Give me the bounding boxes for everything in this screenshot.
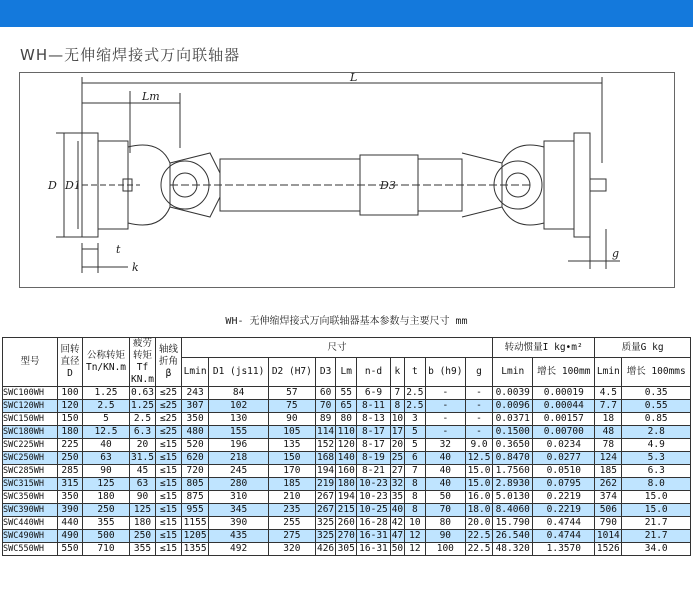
table-cell: 70 (315, 400, 336, 413)
table-cell: 63 (130, 478, 156, 491)
model-cell: SWC390WH (3, 504, 58, 517)
table-cell: 90 (425, 530, 465, 543)
table-cell: 355 (83, 517, 130, 530)
header-dimensions: 尺寸 (182, 338, 493, 358)
table-cell: 35 (391, 491, 404, 502)
table-cell: 250 (58, 452, 83, 465)
table-cell: 0.00157 (533, 413, 595, 426)
table-cell: 0.8470 (493, 452, 533, 465)
table-caption: WH- 无伸缩焊接式万向联轴器基本参数与主要尺寸 mm (225, 316, 468, 327)
header-diameter: 回转直径 D (58, 338, 83, 387)
table-cell: 5.3 (622, 452, 691, 465)
table-cell: 150 (268, 452, 315, 465)
table-cell: 18.0 (465, 504, 492, 517)
table-cell: 57 (268, 387, 315, 400)
model-cell: SWC285WH (3, 465, 58, 478)
table-cell: 102 (209, 400, 269, 413)
table-row (3, 478, 691, 491)
table-cell: 180 (58, 426, 83, 439)
table-cell: - (425, 400, 465, 413)
table-cell: 0.0096 (493, 400, 533, 413)
header-g: g (465, 358, 492, 387)
table-cell: 18 (595, 413, 622, 426)
table-cell: 280 (209, 478, 269, 491)
page-title: WH—无伸缩焊接式万向联轴器 (20, 46, 241, 64)
table-cell: 180 (83, 491, 130, 504)
table-cell: 8 (405, 491, 426, 504)
table-cell: 15.0 (465, 465, 492, 478)
table-cell: ≤15 (156, 465, 182, 478)
table-cell: 250 (130, 530, 156, 543)
table-cell: 310 (209, 491, 269, 504)
table-cell: 9.0 (465, 439, 492, 452)
table-cell: - (425, 387, 465, 400)
table-cell: 1.3570 (533, 543, 595, 556)
table-cell: ≤15 (156, 530, 182, 543)
table-cell: 8-19 (357, 452, 391, 465)
table-row (3, 530, 691, 543)
table-cell: 63 (83, 452, 130, 465)
table-cell: 90 (83, 465, 130, 478)
table-cell: - (465, 400, 492, 413)
table-cell: 2.8930 (493, 478, 533, 491)
table-cell: 12.5 (83, 426, 130, 439)
table-cell: 0.0371 (493, 413, 533, 426)
table-cell: 170 (268, 465, 315, 478)
table-cell: 15.790 (493, 517, 533, 530)
table-cell: 40 (425, 452, 465, 465)
table-cell: 390 (209, 517, 269, 530)
table-cell: 21.7 (622, 530, 691, 543)
table-cell: 124 (595, 452, 622, 465)
table-cell: 355 (130, 543, 156, 556)
table-cell: 194 (316, 465, 335, 476)
table-cell: 100 (425, 543, 465, 556)
header-t: t (405, 358, 426, 387)
table-cell: 180 (337, 478, 355, 489)
table-cell: - (465, 413, 492, 426)
header-axis-angle: 轴线折角 β (156, 338, 182, 387)
table-cell: 120 (337, 439, 355, 450)
table-cell: 100 (58, 387, 83, 400)
table-cell: 0.4744 (533, 517, 595, 530)
table-cell: 8-11 (357, 400, 391, 413)
dim-label-L: L (350, 73, 358, 84)
table-cell: - (425, 413, 465, 426)
table-cell: 350 (58, 491, 83, 504)
model-cell: SWC150WH (3, 413, 58, 426)
table-cell: ≤15 (156, 478, 182, 491)
header-inertia-lmin: Lmin (493, 358, 533, 387)
table-cell: 720 (182, 465, 209, 478)
table-cell: 185 (268, 478, 315, 491)
table-cell: 185 (595, 465, 622, 478)
table-cell: 20 (130, 439, 156, 452)
table-cell: 307 (182, 400, 209, 413)
table-cell: 20 (391, 439, 404, 450)
table-cell: 12.5 (465, 452, 492, 465)
table-cell: 374 (595, 491, 622, 504)
table-cell: 89 (315, 413, 336, 426)
table-cell: 500 (83, 530, 130, 543)
table-cell: 710 (83, 543, 130, 556)
table-cell: 492 (209, 543, 269, 556)
table-cell: 26.540 (493, 530, 533, 543)
table-cell: 2.8 (622, 426, 691, 439)
table-cell: 0.2219 (533, 504, 595, 517)
table-cell: 550 (58, 543, 83, 556)
table-cell: 0.4744 (533, 530, 595, 543)
table-cell: 152 (316, 439, 335, 450)
header-d1: D1 (js11) (209, 358, 269, 387)
table-cell: 16-28 (357, 517, 391, 530)
table-cell: 7 (390, 387, 404, 400)
table-cell: 243 (182, 387, 209, 400)
table-cell: 22.5 (465, 530, 492, 543)
table-cell: 2.5 (406, 387, 424, 398)
table-cell: 5.0130 (493, 491, 533, 504)
table-cell: 150 (58, 413, 83, 426)
table-cell: ≤15 (156, 452, 182, 465)
table-cell: 8-13 (357, 413, 391, 426)
table-cell: 40 (83, 439, 130, 452)
table-cell: 210 (268, 491, 315, 504)
table-cell: 16-31 (357, 530, 391, 543)
table-cell: 0.2219 (533, 491, 595, 504)
dim-label-Lm: Lm (142, 90, 160, 103)
table-cell: 15.0 (622, 491, 691, 504)
table-cell: 260 (337, 517, 355, 528)
top-banner (0, 0, 693, 27)
table-cell: 125 (83, 478, 130, 491)
table-cell: 0.0277 (533, 452, 595, 465)
model-cell: SWC315WH (3, 478, 58, 491)
table-cell: 805 (182, 478, 209, 491)
table-cell: 0.85 (622, 413, 691, 426)
table-cell: 6.3 (130, 426, 156, 439)
table-cell: 219 (316, 478, 335, 489)
table-cell: 114 (316, 426, 335, 437)
table-cell: - (425, 426, 465, 439)
table-cell: 2.5 (83, 400, 130, 413)
table-row (3, 517, 691, 530)
header-b: b (h9) (425, 358, 465, 387)
table-cell: 490 (58, 530, 83, 543)
table-cell: 235 (268, 504, 315, 517)
header-mass-lmin: Lmin (595, 358, 622, 387)
table-cell: 125 (130, 504, 156, 517)
table-cell: 42 (391, 517, 404, 528)
table-cell: 27 (391, 465, 404, 476)
table-cell: 10-23 (357, 491, 391, 504)
table-cell: 135 (268, 439, 315, 452)
table-cell: 168 (316, 452, 335, 463)
model-cell: SWC550WH (3, 543, 58, 556)
header-fatigue-torque: 疲劳转矩 Tf KN.m (131, 338, 154, 385)
table-cell: 5 (405, 426, 426, 439)
table-cell: 80 (425, 517, 465, 530)
table-cell: 110 (337, 426, 355, 437)
model-cell: SWC440WH (3, 517, 58, 530)
table-row (3, 543, 691, 556)
table-cell: 345 (209, 504, 269, 517)
table-row (3, 452, 691, 465)
header-inertia: 转动惯量I kg•m² (493, 338, 595, 358)
table-cell: 1.25 (83, 387, 130, 400)
table-cell: 1.7560 (493, 465, 533, 478)
table-cell: 5 (405, 439, 426, 452)
table-cell: 1355 (182, 543, 209, 556)
table-cell: 2.5 (406, 400, 424, 411)
table-cell: 0.0795 (533, 478, 595, 491)
table-cell: 3 (405, 413, 426, 426)
table-cell: 315 (58, 478, 83, 491)
table-cell: 8 (390, 400, 404, 413)
table-cell: ≤25 (156, 400, 182, 413)
header-model: 型号 (3, 338, 58, 387)
table-cell: 16.0 (465, 491, 492, 504)
table-cell: 350 (182, 413, 209, 426)
table-cell: 196 (209, 439, 269, 452)
table-cell: 60 (315, 387, 336, 400)
table-cell: 6-9 (357, 387, 391, 400)
model-cell: SWC180WH (3, 426, 58, 439)
table-cell: 65 (336, 400, 357, 413)
table-cell: 32 (425, 439, 465, 452)
table-cell: 7 (405, 465, 426, 478)
header-d2: D2 (H7) (268, 358, 315, 387)
table-cell: 20.0 (465, 517, 492, 530)
table-cell: ≤15 (156, 439, 182, 452)
technical-drawing (19, 72, 675, 288)
table-cell: 520 (182, 439, 209, 452)
table-cell: 4.9 (622, 439, 691, 452)
table-cell: 70 (425, 504, 465, 517)
table-cell: 1205 (182, 530, 209, 543)
table-cell: 225 (58, 439, 83, 452)
table-cell: 245 (209, 465, 269, 478)
header-d3: D3 (315, 358, 336, 387)
table-cell: 8-17 (357, 426, 391, 439)
table-cell: 215 (337, 504, 355, 515)
table-cell: 40 (425, 465, 465, 478)
table-cell: 50 (391, 543, 404, 554)
table-cell: 15.0 (622, 504, 691, 517)
table-cell: 120 (58, 400, 83, 413)
table-cell: 285 (58, 465, 83, 478)
table-cell: 0.00019 (533, 387, 595, 400)
model-cell: SWC100WH (3, 387, 58, 400)
table-cell: 160 (337, 465, 355, 476)
model-cell: SWC490WH (3, 530, 58, 543)
table-cell: 620 (182, 452, 209, 465)
table-cell: 16-31 (357, 543, 391, 556)
table-cell: 50 (425, 491, 465, 504)
table-cell: 8.4060 (493, 504, 533, 517)
table-cell: 255 (268, 517, 315, 530)
table-cell: 155 (209, 426, 269, 439)
table-cell: ≤15 (156, 543, 182, 556)
header-k: k (390, 358, 404, 387)
table-cell: 440 (58, 517, 83, 530)
model-cell: SWC120WH (3, 400, 58, 413)
coupling-diagram (20, 73, 674, 287)
table-cell: 32 (391, 478, 404, 489)
table-cell: ≤15 (156, 504, 182, 517)
table-cell: 0.63 (131, 387, 154, 398)
table-cell: 0.55 (622, 400, 691, 413)
table-cell: 270 (337, 530, 355, 541)
table-cell: 1014 (595, 530, 622, 543)
table-cell: 48.320 (493, 543, 533, 556)
table-cell: 305 (337, 543, 355, 554)
table-cell: 47 (391, 530, 404, 541)
table-cell: 320 (268, 543, 315, 556)
table-cell: 8 (405, 504, 426, 517)
model-cell: SWC350WH (3, 491, 58, 504)
spec-table (2, 337, 691, 556)
table-cell: 40 (425, 478, 465, 491)
table-cell: ≤25 (156, 426, 182, 439)
table-cell: 218 (209, 452, 269, 465)
table-cell: ≤15 (156, 491, 182, 504)
table-cell: 84 (209, 387, 269, 400)
table-cell: 34.0 (622, 543, 691, 556)
spec-table-body (3, 387, 691, 556)
dim-label-D: D (48, 179, 57, 192)
table-cell: 22.5 (465, 543, 492, 556)
table-cell: 25 (391, 452, 404, 463)
header-lmin: Lmin (182, 358, 209, 387)
table-cell: 875 (182, 491, 209, 504)
table-cell: 80 (336, 413, 357, 426)
table-cell: - (465, 426, 492, 439)
table-cell: 180 (130, 517, 156, 530)
table-cell: 21.7 (622, 517, 691, 530)
table-cell: 7.7 (595, 400, 622, 413)
header-mass-increase: 增长 100mms (622, 358, 691, 387)
table-cell: 506 (595, 504, 622, 517)
dim-label-D3: D3 (380, 179, 396, 192)
table-cell: 8-17 (357, 439, 391, 452)
table-cell: 10-23 (357, 478, 391, 491)
table-cell: 0.35 (622, 387, 691, 400)
table-cell: 1526 (595, 543, 622, 556)
table-cell: 390 (58, 504, 83, 517)
table-row (3, 465, 691, 478)
dim-label-g: g (612, 247, 620, 260)
table-cell: - (465, 387, 492, 400)
table-cell: 0.0510 (533, 465, 595, 478)
table-cell: 55 (336, 387, 357, 400)
table-cell: 8-21 (357, 465, 391, 478)
header-lm: Lm (336, 358, 357, 387)
header-inertia-increase: 增长 100mm (533, 358, 595, 387)
table-row (3, 413, 691, 426)
table-row (3, 491, 691, 504)
table-cell: 0.00044 (533, 400, 595, 413)
table-cell: 90 (268, 413, 315, 426)
header-mass: 质量G kg (595, 338, 691, 358)
table-row (3, 400, 691, 413)
table-cell: 10-25 (357, 504, 391, 517)
table-row (3, 504, 691, 517)
table-row (3, 387, 691, 400)
table-cell: 4.5 (595, 387, 622, 400)
table-row (3, 426, 691, 439)
table-cell: 0.0039 (493, 387, 533, 400)
table-cell: 267 (316, 504, 335, 515)
table-cell: 480 (182, 426, 209, 439)
table-cell: 2.5 (130, 413, 156, 426)
table-cell: 0.00700 (533, 426, 595, 439)
table-cell: 45 (130, 465, 156, 478)
dim-label-t: t (116, 243, 121, 256)
table-cell: 325 (316, 517, 335, 528)
header-nominal-torque: 公称转矩 Tn/KN.m (83, 338, 130, 387)
table-cell: 6.3 (622, 465, 691, 478)
table-cell: ≤25 (156, 387, 182, 400)
dim-label-k: k (132, 261, 139, 274)
table-cell: 0.3650 (493, 439, 533, 452)
table-cell: 48 (595, 426, 622, 439)
table-cell: 6 (405, 452, 426, 465)
table-cell: 140 (337, 452, 355, 463)
table-row (3, 439, 691, 452)
table-cell: 194 (337, 491, 355, 502)
table-cell: 790 (595, 517, 622, 530)
table-cell: 90 (130, 491, 156, 504)
table-cell: 8 (405, 478, 426, 491)
table-cell: 1.25 (131, 400, 154, 411)
table-cell: 130 (209, 413, 269, 426)
table-cell: 1155 (182, 517, 209, 530)
table-cell: 325 (316, 530, 335, 541)
model-cell: SWC225WH (3, 439, 58, 452)
table-cell: 40 (391, 504, 404, 515)
table-cell: 5 (83, 413, 130, 426)
table-cell: 267 (316, 491, 335, 502)
table-cell: 78 (595, 439, 622, 452)
table-cell: 435 (209, 530, 269, 543)
table-cell: 0.0234 (533, 439, 595, 452)
table-cell: 10 (405, 517, 426, 530)
table-cell: 250 (83, 504, 130, 517)
table-cell: ≤25 (156, 413, 182, 426)
table-cell: 31.5 (131, 452, 154, 463)
table-cell: ≤15 (156, 517, 182, 530)
table-cell: 955 (182, 504, 209, 517)
header-nd: n-d (357, 358, 391, 387)
table-cell: 12 (405, 530, 426, 543)
table-cell: 105 (268, 426, 315, 439)
table-cell: 275 (268, 530, 315, 543)
table-cell: 262 (595, 478, 622, 491)
table-cell: 17 (391, 426, 404, 437)
table-cell: 12 (405, 543, 426, 556)
table-cell: 426 (316, 543, 335, 554)
table-cell: 15.0 (465, 478, 492, 491)
model-cell: SWC250WH (3, 452, 58, 465)
table-cell: 75 (268, 400, 315, 413)
table-cell: 0.1500 (493, 426, 533, 439)
table-cell: 10 (391, 413, 404, 424)
dim-label-D1: D1 (65, 179, 81, 192)
table-cell: 8.0 (622, 478, 691, 491)
